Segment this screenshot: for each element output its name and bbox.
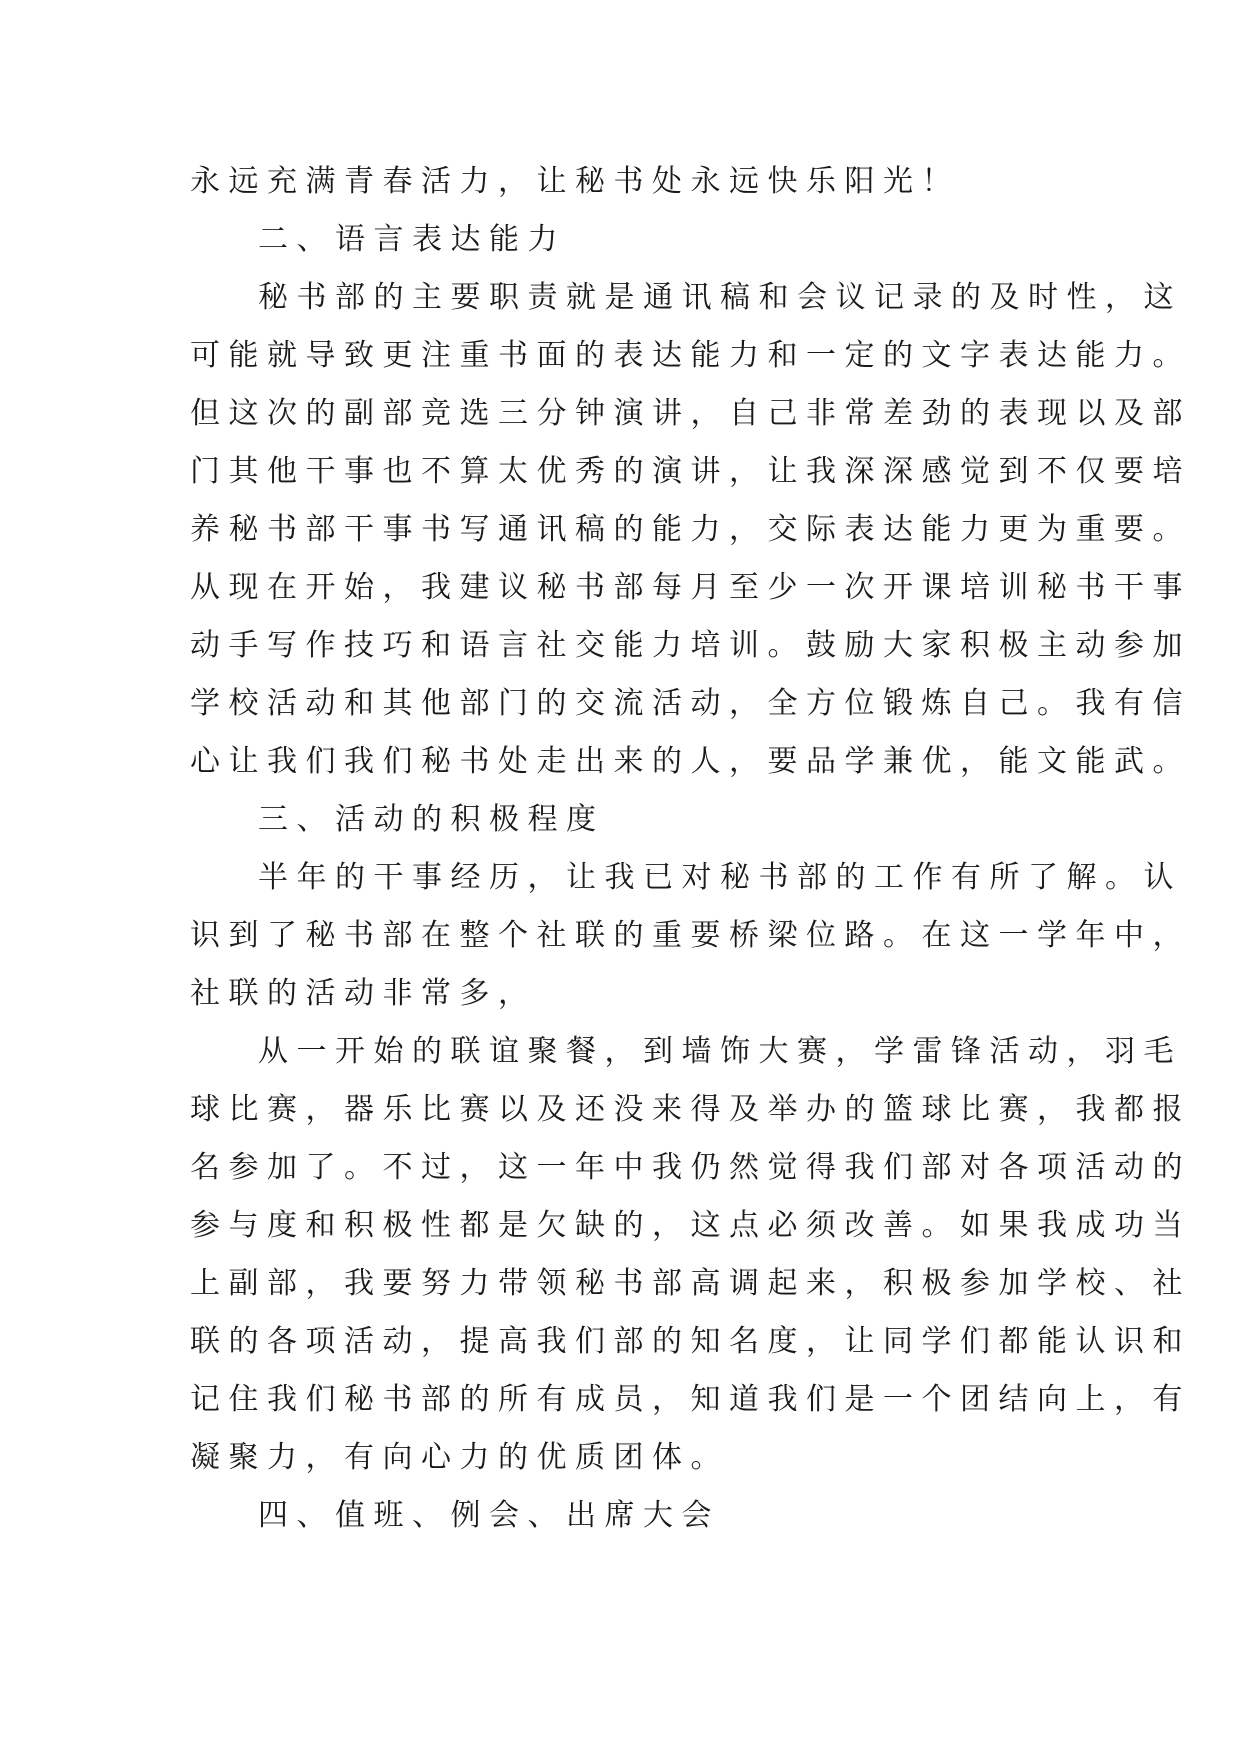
paragraph-line: 凝聚力，有向心力的优质团体。 bbox=[190, 1440, 729, 1475]
section-heading: 二、语言表达能力 bbox=[258, 222, 566, 257]
paragraph-line: 上副部，我要努力带领秘书部高调起来，积极参加学校、社 bbox=[190, 1266, 1191, 1301]
paragraph-line: 秘书部的主要职责就是通讯稿和会议记录的及时性，这 bbox=[258, 280, 1182, 315]
paragraph-line: 识到了秘书部在整个社联的重要桥梁位路。在这一学年中， bbox=[190, 918, 1191, 953]
paragraph-line: 参与度和积极性都是欠缺的，这点必须改善。如果我成功当 bbox=[190, 1208, 1191, 1243]
paragraph-line: 记住我们秘书部的所有成员，知道我们是一个团结向上，有 bbox=[190, 1382, 1191, 1417]
paragraph-line: 养秘书部干事书写通讯稿的能力，交际表达能力更为重要。 bbox=[190, 512, 1191, 547]
paragraph-line: 从现在开始，我建议秘书部每月至少一次开课培训秘书干事 bbox=[190, 570, 1191, 605]
paragraph-line: 社联的活动非常多， bbox=[190, 976, 537, 1011]
text-line: 永远充满青春活力，让秘书处永远快乐阳光！ bbox=[190, 164, 960, 199]
paragraph-line: 从一开始的联谊聚餐，到墙饰大赛，学雷锋活动，羽毛 bbox=[258, 1034, 1182, 1069]
paragraph-line: 联的各项活动，提高我们部的知名度，让同学们都能认识和 bbox=[190, 1324, 1191, 1359]
paragraph-line: 动手写作技巧和语言社交能力培训。鼓励大家积极主动参加 bbox=[190, 628, 1191, 663]
paragraph-line: 心让我们我们秘书处走出来的人，要品学兼优，能文能武。 bbox=[190, 744, 1191, 779]
paragraph-line: 球比赛，器乐比赛以及还没来得及举办的篮球比赛，我都报 bbox=[190, 1092, 1191, 1127]
paragraph-line: 学校活动和其他部门的交流活动，全方位锻炼自己。我有信 bbox=[190, 686, 1191, 721]
section-heading: 四、值班、例会、出席大会 bbox=[258, 1498, 720, 1533]
paragraph-line: 但这次的副部竞选三分钟演讲，自己非常差劲的表现以及部 bbox=[190, 396, 1191, 431]
section-heading: 三、活动的积极程度 bbox=[258, 802, 605, 837]
paragraph-line: 门其他干事也不算太优秀的演讲，让我深深感觉到不仅要培 bbox=[190, 454, 1191, 489]
paragraph-line: 名参加了。不过，这一年中我仍然觉得我们部对各项活动的 bbox=[190, 1150, 1191, 1185]
paragraph-line: 半年的干事经历，让我已对秘书部的工作有所了解。认 bbox=[258, 860, 1182, 895]
paragraph-line: 可能就导致更注重书面的表达能力和一定的文字表达能力。 bbox=[190, 338, 1191, 373]
